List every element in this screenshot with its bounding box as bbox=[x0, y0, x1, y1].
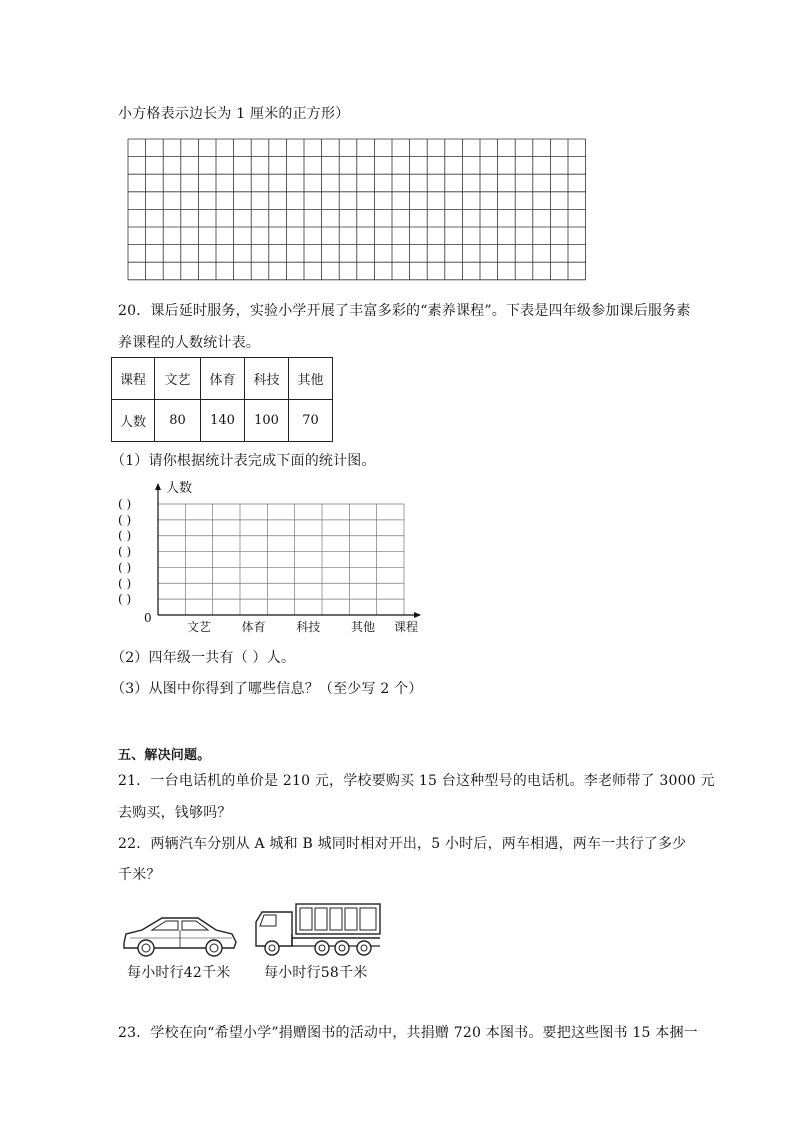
y-tick-label: ( ) bbox=[118, 512, 132, 527]
y-tick-label: ( ) bbox=[118, 592, 132, 607]
table-cell: 140 bbox=[201, 400, 245, 442]
x-axis-arrow bbox=[414, 612, 421, 618]
q21-line1: 21．一台电话机的单价是 210 元，学校要购买 15 台这种型号的电话机。李老师带了 3000 元 bbox=[118, 773, 715, 789]
section-title: 五、解决问题。 bbox=[118, 748, 211, 763]
y-tick-label: ( ) bbox=[118, 528, 132, 543]
x-tick-label: 其他 bbox=[350, 620, 376, 634]
table-cell: 人数 bbox=[112, 400, 155, 442]
q21-line2: 去购买，钱够吗？ bbox=[118, 805, 232, 821]
x-tick-label: 体育 bbox=[241, 620, 266, 634]
x-tick-label: 文艺 bbox=[186, 620, 212, 634]
truck-speed-label: 每小时行58千米 bbox=[264, 965, 368, 981]
y-axis-label: 人数 bbox=[166, 481, 193, 496]
q22-line1: 22．两辆汽车分别从 A 城和 B 城同时相对开出，5 小时后，两车相遇，两车一共行了多少 bbox=[118, 836, 687, 852]
table-cell: 文艺 bbox=[155, 358, 201, 400]
stat-table bbox=[111, 357, 333, 442]
table-header-row bbox=[112, 358, 333, 400]
q20-sub2: （2）四年级一共有（ ）人。 bbox=[111, 650, 296, 666]
truck-icon bbox=[252, 900, 384, 960]
q23-line1: 23．学校在向“希望小学”捐赠图书的活动中，共捐赠 720 本图书。要把这些图书 15 本捆一 bbox=[118, 1025, 698, 1041]
y-tick-label: ( ) bbox=[118, 560, 132, 575]
x-tick-label: 科技 bbox=[296, 620, 321, 634]
q20-line2: 养课程的人数统计表。 bbox=[118, 335, 260, 351]
table-cell: 70 bbox=[289, 400, 333, 442]
q20-sub3: （3）从图中你得到了哪些信息？（至少写 2 个） bbox=[111, 681, 423, 697]
y-tick-label: ( ) bbox=[118, 576, 132, 591]
table-cell: 其他 bbox=[289, 358, 333, 400]
y-tick-label: ( ) bbox=[118, 544, 132, 559]
bar-chart bbox=[0, 470, 794, 640]
square-grid bbox=[0, 0, 794, 300]
q19-tail-text: 小方格表示边长为 1 厘米的正方形） bbox=[118, 106, 350, 122]
table-cell: 80 bbox=[155, 400, 201, 442]
car-icon bbox=[120, 910, 240, 960]
y-axis-arrow bbox=[155, 483, 161, 490]
table-cell: 体育 bbox=[201, 358, 245, 400]
x-axis-label: 课程 bbox=[393, 620, 419, 634]
q20-line1: 20．课后延时服务，实验小学开展了丰富多彩的“素养课程”。下表是四年级参加课后服务素 bbox=[118, 303, 691, 319]
table-row bbox=[112, 400, 333, 442]
origin-label: 0 bbox=[144, 611, 152, 625]
q22-line2: 千米？ bbox=[118, 867, 161, 883]
table-cell: 科技 bbox=[245, 358, 289, 400]
car-speed-label: 每小时行42千米 bbox=[127, 965, 231, 981]
table-cell: 100 bbox=[245, 400, 289, 442]
y-tick-label: ( ) bbox=[118, 497, 132, 511]
table-cell: 课程 bbox=[112, 358, 155, 400]
q20-sub1: （1）请你根据统计表完成下面的统计图。 bbox=[111, 453, 376, 469]
